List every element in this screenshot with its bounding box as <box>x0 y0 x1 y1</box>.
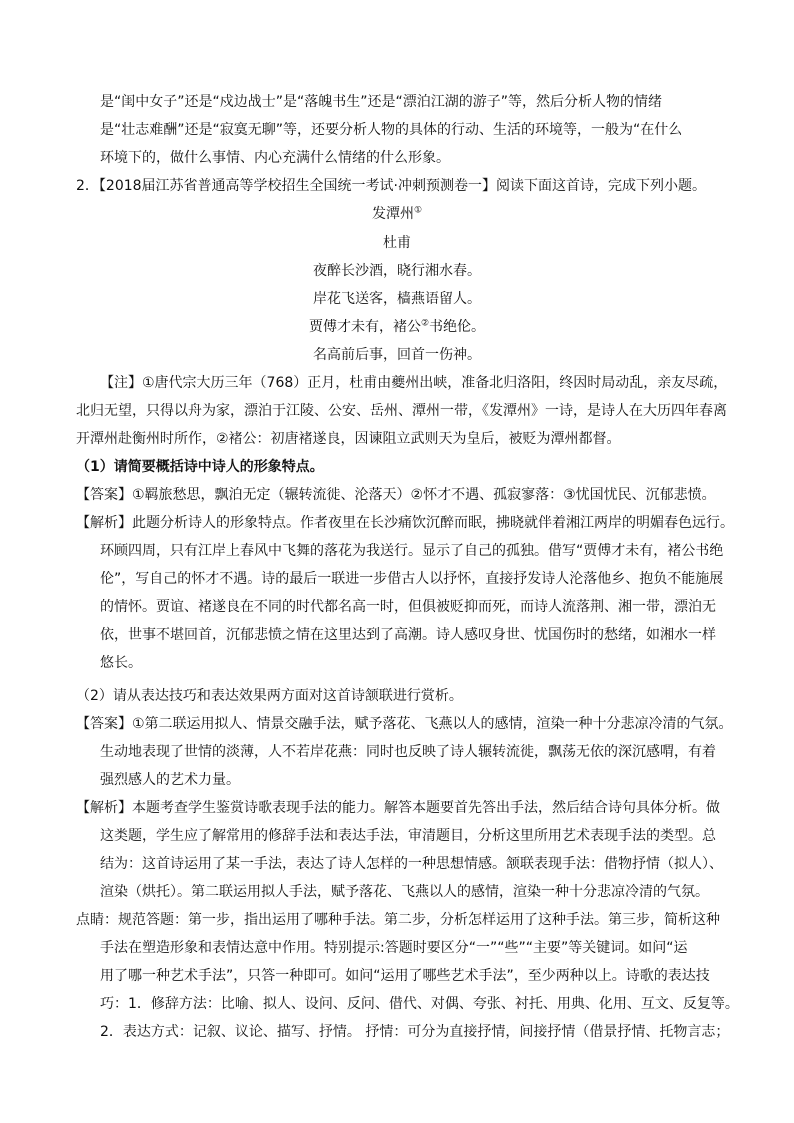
answer-text: ①羁旅愁思，飘泊无定（辗转流徙、沦落天）②怀才不遇、孤寂寥落：③忧国忧民、沉郁悲愤。 <box>132 487 716 503</box>
poem-author: 杜甫 <box>383 235 411 251</box>
sub1-analysis-line-5: 依，世事不堪回首，沉郁悲愤之情在这里达到了高潮。诗人感叹身世、忧国伤时的愁绪，如湘水一样 <box>100 627 716 643</box>
intro-line-1: 是“闺中女子”还是“戍边战士”是“落魄书生”还是“漂泊江湖的游子”等，然后分析人物的情绪 <box>100 94 663 110</box>
answer-label: 【答案】 <box>76 716 132 732</box>
sub2-answer-line-2: 生动地表现了世情的淡薄，人不若岸花燕：同时也反映了诗人辗转流徙，飘荡无依的深沉感喟，有着 <box>100 744 716 760</box>
intro-line-3: 环境下的，做什么事情、内心充满什么情绪的什么形象。 <box>100 150 450 166</box>
tips-line-4: 巧：1．修辞方法：比喻、拟人、设问、反问、借代、对偶、夸张、衬托、用典、化用、互文、反复等。 <box>100 996 739 1012</box>
question-source: 【2018届江苏省普通高等学校招生全国统一考试·冲刺预测卷一】 <box>98 178 496 194</box>
sub2-analysis-line-4: 渲染（烘托）。第二联运用拟人手法，赋予落花、飞燕以人的感情，渲染一种十分悲凉冷清的气氛。 <box>100 884 709 900</box>
sub2-analysis-line-1: 【解析】本题考查学生鉴赏诗歌表现手法的能力。解答本题要首先答出手法，然后结合诗句具体分析。做 <box>76 800 720 816</box>
sub2-answer-line-3: 强烈感人的艺术力量。 <box>100 772 240 788</box>
poem-line-1: 夜醉长沙酒，晓行湘水春。 <box>313 263 481 279</box>
tips-line-2: 手法在塑造形象和表情达意中作用。特别提示:答题时要区分“一”“些”“主要”等关键词。如问“运 <box>100 940 688 956</box>
sub1-analysis-line-4: 的情怀。贾谊、褚遂良在不同的时代都名高一时，但俱被贬抑而死，而诗人流落荆、湘一带，漂泊无 <box>100 599 716 615</box>
note-line-3: 开潭州赴衡州时所作，②褚公：初唐褚遂良，因谏阻立武则天为皇后，被贬为潭州都督。 <box>76 431 621 447</box>
tips-line-1: 点睛：规范答题：第一步，指出运用了哪种手法。第二步，分析怎样运用了这种手法。第三步，简析这种 <box>76 912 720 928</box>
sub2-answer-line-1: 【答案】①第二联运用拟人、情景交融手法，赋予落花、飞燕以人的感情，渲染一种十分悲凉冷清的气氛。 <box>76 716 733 732</box>
sub1-analysis-line-2: 环顾四周，只有江岸上春风中飞舞的落花为我送行。显示了自己的孤独。借写“贾傅才未有，褚公书绝 <box>100 543 724 559</box>
sub2-analysis-line-2: 这类题，学生应了解常用的修辞手法和表达手法，审清题目，分析这里所用艺术表现手法的类型。总 <box>100 828 716 844</box>
sub-question-2: （2）请从表达技巧和表达效果两方面对这首诗颔联进行赏析。 <box>76 688 463 704</box>
question-number: 2． <box>76 178 99 194</box>
sub1-answer <box>76 483 716 507</box>
note-line-1: 【注】①唐代宗大历三年（768）正月，杜甫由夔州出峡，准备北归洛阳，终因时局动乱，亲友尽疏， <box>100 375 728 391</box>
tips-label: 点睛： <box>76 912 118 928</box>
sub1-analysis-line-6: 悠长。 <box>100 655 142 671</box>
poem-line-4: 名高前后事，回首一伤神。 <box>313 347 481 363</box>
poem-title: 发潭州① <box>371 205 423 222</box>
sub1-analysis-line-1: 【解析】此题分析诗人的形象特点。作者夜里在长沙痛饮沉醉而眠，拂晓就伴着湘江两岸的明媚春色远行。 <box>76 515 734 531</box>
tips-line-3: 用了哪一种艺术手法”，只答一种即可。如问“运用了哪些艺术手法”，至少两种以上。诗歌的表达技 <box>100 968 710 984</box>
poem-title-note-mark: ① <box>413 205 423 216</box>
intro-line-2: 是“壮志难酬”还是“寂寞无聊”等，还要分析人物的具体的行动、生活的环境等，一般为“在什么 <box>100 122 683 138</box>
tips-line-5: 2．表达方式：记叙、议论、描写、抒情。 抒情：可分为直接抒情，间接抒情（借景抒情、托物言志； <box>100 1024 730 1040</box>
poem-line-3: 贾傅才未有，褚公②书绝伦。 <box>308 318 486 335</box>
poem-note-mark-2: ② <box>420 318 430 329</box>
answer-label: 【答案】 <box>76 487 132 503</box>
sub2-analysis-line-3: 结为：这首诗运用了某一手法，表达了诗人怎样的一种思想情感。颔联表现手法：借物抒情（拟人）、 <box>100 856 723 872</box>
poem-line-2: 岸花飞送客，樯燕语留人。 <box>313 291 481 307</box>
analysis-label: 【解析】 <box>76 515 132 531</box>
sub1-analysis-line-3: 伦”，写自己的怀才不遇。诗的最后一联进一步借古人以抒怀，直接抒发诗人沦落他乡、抱负不能施展 <box>100 571 724 587</box>
question-instruction: 阅读下面这首诗，完成下列小题。 <box>496 178 706 194</box>
note-line-2: 北归无望，只得以舟为家，漂泊于江陵、公安、岳州、潭州一带，《发潭州》一诗，是诗人在大历四年春离 <box>76 403 727 419</box>
question-2-header <box>76 174 706 198</box>
analysis-label: 【解析】 <box>76 800 132 816</box>
sub-question-1: （1）请简要概括诗中诗人的形象特点。 <box>76 459 324 475</box>
